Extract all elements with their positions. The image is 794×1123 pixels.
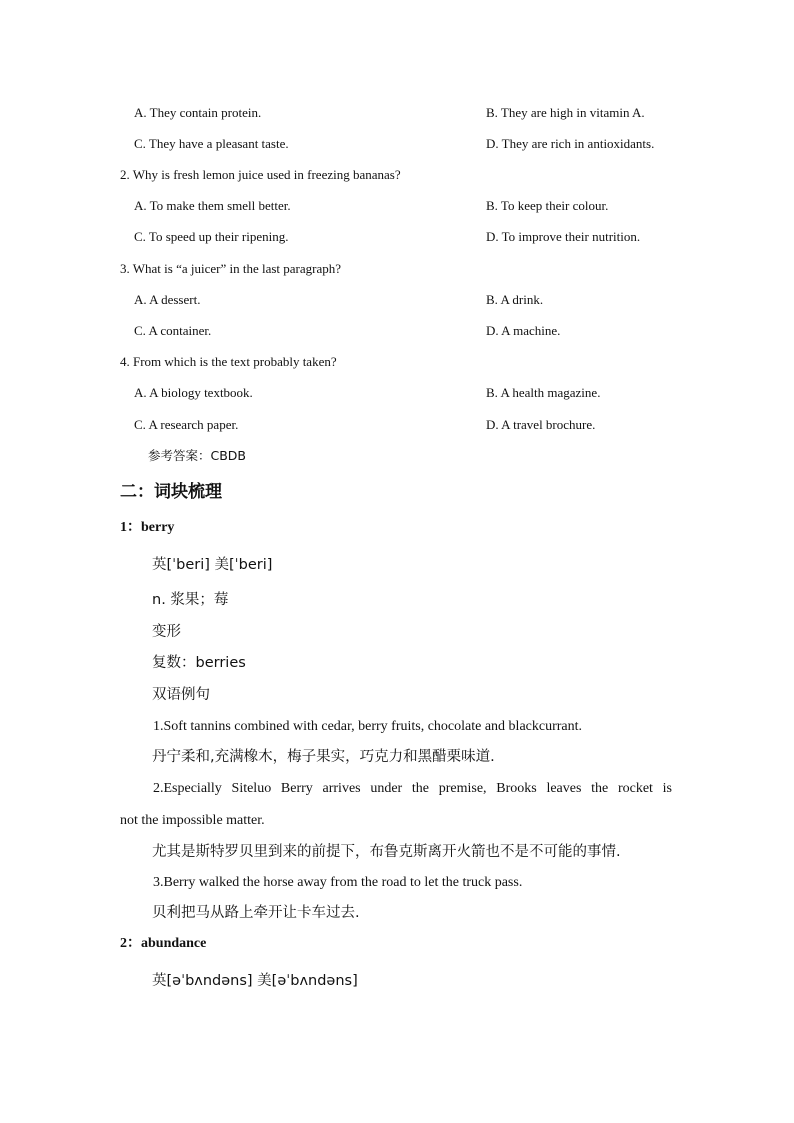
q4-option-b: B. A health magazine. xyxy=(486,385,601,400)
q3-option-d: D. A machine. xyxy=(486,323,561,338)
q2-stem: 2. Why is fresh lemon juice used in freezing bananas? xyxy=(120,167,401,182)
berry-example-1-zh: 丹宁柔和,充满橡木，梅子果实，巧克力和黑醋栗味道. xyxy=(152,749,495,765)
berry-example-1-en: 1.Soft tannins combined with cedar, berry fruits, chocolate and blackcurrant. xyxy=(153,719,583,734)
q1-option-c: C. They have a pleasant taste. xyxy=(134,136,289,151)
entry-heading-berry: 1：berry xyxy=(120,520,175,535)
entry-heading-abundance: 2：abundance xyxy=(120,936,207,951)
q2-option-c: C. To speed up their ripening. xyxy=(134,229,289,244)
q1-option-d: D. They are rich in antioxidants. xyxy=(486,136,655,151)
q1-option-b: B. They are high in vitamin A. xyxy=(486,105,645,120)
q3-option-c: C. A container. xyxy=(134,323,212,338)
berry-example-2-en-line2: not the impossible matter. xyxy=(120,813,265,828)
q1-option-a: A. They contain protein. xyxy=(134,105,262,120)
berry-inflection-label: 变形 xyxy=(152,624,181,640)
answer-key: 参考答案：CBDB xyxy=(148,448,247,463)
berry-pronunciation: 英[ˈberi] 美[ˈberi] xyxy=(152,557,273,573)
q4-stem: 4. From which is the text probably taken? xyxy=(120,354,337,369)
abundance-pronunciation: 英[əˈbʌndəns] 美[əˈbʌndəns] xyxy=(152,973,358,989)
q3-stem: 3. What is “a juicer” in the last paragraph? xyxy=(120,261,342,276)
berry-example-2-zh: 尤其是斯特罗贝里到来的前提下，布鲁克斯离开火箭也不是不可能的事情. xyxy=(152,844,621,860)
q2-option-d: D. To improve their nutrition. xyxy=(486,229,641,244)
berry-example-2-en-line1: 2.Especially Siteluo Berry arrives under the premise, Brooks leaves the rocket is xyxy=(153,781,672,796)
q2-option-b: B. To keep their colour. xyxy=(486,198,609,213)
q4-option-c: C. A research paper. xyxy=(134,417,239,432)
q4-option-d: D. A travel brochure. xyxy=(486,417,596,432)
berry-example-3-en: 3.Berry walked the horse away from the road to let the truck pass. xyxy=(153,875,523,890)
q3-option-b: B. A drink. xyxy=(486,292,544,307)
berry-example-3-zh: 贝利把马从路上牵开让卡车过去. xyxy=(152,905,360,921)
section-heading: 二：词块梳理 xyxy=(120,482,222,502)
berry-examples-label: 双语例句 xyxy=(152,687,210,703)
berry-definition: n. 浆果；莓 xyxy=(152,592,229,608)
q2-option-a: A. To make them smell better. xyxy=(134,198,291,213)
q3-option-a: A. A dessert. xyxy=(134,292,201,307)
q4-option-a: A. A biology textbook. xyxy=(134,385,253,400)
berry-plural: 复数：berries xyxy=(152,655,246,671)
